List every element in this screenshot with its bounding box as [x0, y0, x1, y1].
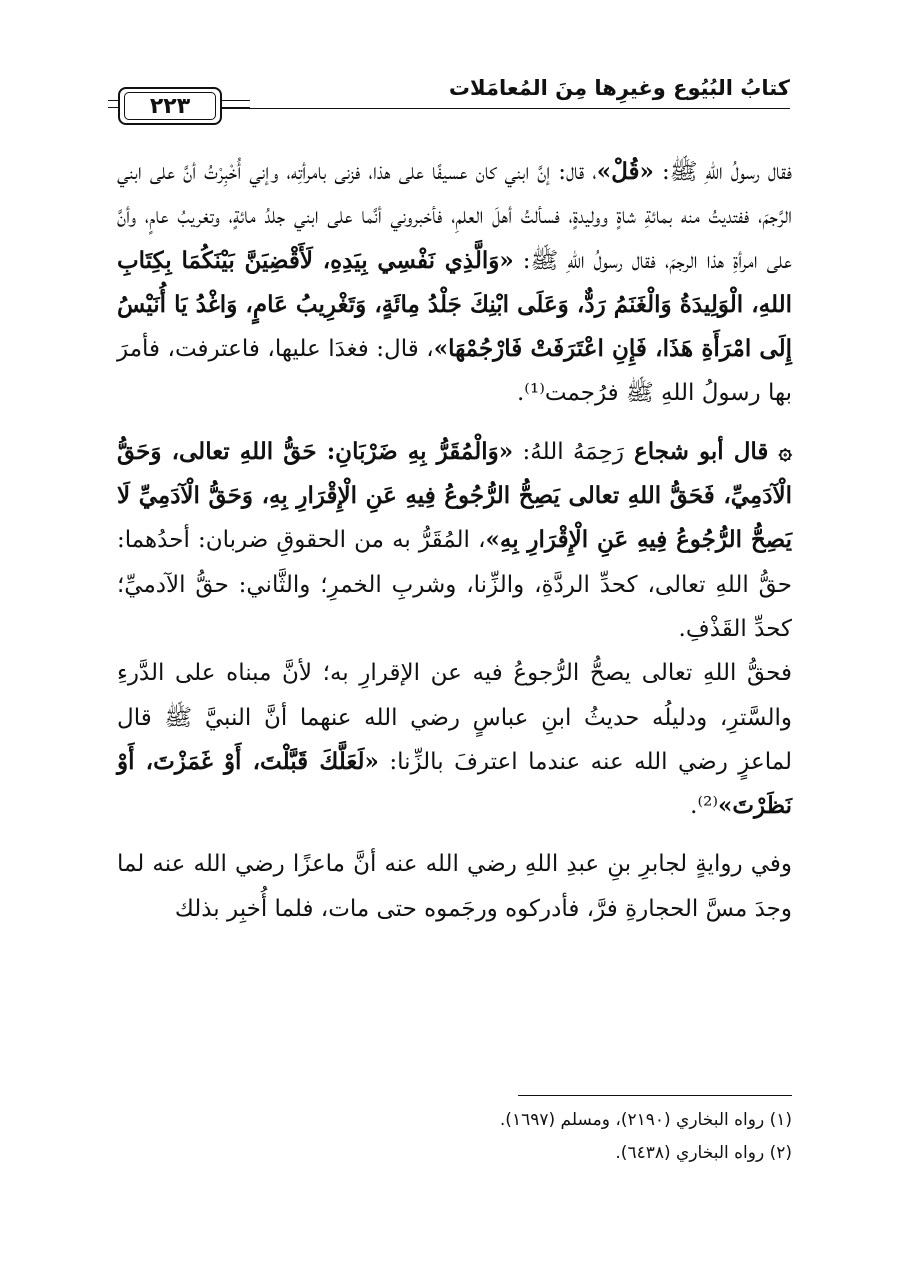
book-title: كتابُ البُيُوع وغيرِها مِنَ المُعامَلات: [448, 76, 790, 100]
page-number-box: [118, 87, 222, 125]
page-number: ٢٢٣: [124, 92, 216, 120]
header-ornament-right: [220, 100, 250, 108]
bold-text-segment: «وَالْمُقَرُّ بِهِ ضَرْبَانِ: حَقُّ اللهِ تعالى، وَحَقُّ الْآدَمِيِّ، فَحَقُّ اللهِ تعالى يَصِحُّ الرُّجُوعُ فِيهِ عَنِ الْإِقْرَارِ بِهِ، وَحَقُّ الْآدَمِيِّ لَا يَصِحُّ الرُّجُوعُ فِيهِ عَنِ الْإِقْرَارِ بِهِ»: [117, 437, 793, 554]
footnote-1: (١) رواه البخاري (٢١٩٠)، ومسلم (١٦٩٧).: [499, 1110, 792, 1130]
footnotes: [117, 1104, 792, 1170]
text-segment: فقال رسولُ اللهِ ﷺ:: [653, 159, 793, 185]
page-header: [108, 56, 790, 126]
text-segment: رَحِمَهُ اللهُ:: [513, 438, 624, 465]
paragraph: [117, 651, 792, 828]
text-segment: ، قال: فغدَا عليها، فاعترفت، فأمرَ بها رسولُ اللهِ ﷺ فرُجمت⁽¹⁾.: [117, 336, 792, 407]
bold-text-segment: ۞ قال أبو شجاع: [623, 437, 792, 465]
paragraph: [117, 150, 792, 416]
text-segment: فحقُّ اللهِ تعالى يصحُّ الرُّجوعُ فيه عن الإقرارِ به؛ لأنَّ مبناه على الدَّرءِ والسَّترِ، ودليلُه حديثُ ابنِ عباسٍ رضي الله عنهما أنَّ النبيَّ ﷺ قال لماعزٍ رضي الله عنه عندما اعترفَ بالزِّنا:: [117, 660, 793, 775]
text-segment: وفي روايةٍ لجابرِ بنِ عبدِ اللهِ رضي الله عنه أنَّ ماعزًا رضي الله عنه لما وجدَ مسَّ الحجارةِ فرَّ، فأدركوه ورجَموه حتى مات، فلما أُخبِر بذلك: [117, 851, 792, 922]
bold-text-segment: «قُلْ»: [596, 158, 654, 185]
paragraph: [117, 430, 792, 651]
footnote-2: (٢) رواه البخاري (٦٤٣٨).: [615, 1143, 792, 1163]
text-segment: ، المُقَرُّ به من الحقوقِ ضربان: أحدُهما: حقُّ اللهِ تعالى، كحدِّ الردَّةِ، والزِّنا، وشربِ الخمرِ؛ والثَّاني: حقُّ الآدميِّ؛ كحدِّ القَذْفِ.: [117, 527, 792, 642]
header-rule: [215, 108, 790, 109]
bold-text-segment: «وَالَّذِي نَفْسِي بِيَدِهِ، لَأَقْضِيَنَّ بَيْنَكُمَا بِكِتَابِ اللهِ، الْوَلِيدَةُ وَالْغَنَمُ رَدٌّ، وَعَلَى ابْنِكَ جَلْدُ مِائَةٍ، وَتَغْرِيبُ عَامٍ، وَاغْدُ يَا أُنَيْسُ إِلَى امْرَأَةِ هَذَا، فَإِنِ اعْتَرَفَتْ فَارْجُمْهَا»: [117, 246, 792, 363]
footnote-separator: [518, 1095, 792, 1096]
text-segment: ⁽²⁾.: [690, 793, 718, 820]
bold-text-segment: «لَعَلَّكَ قَبَّلْتَ، أَوْ غَمَزْتَ، أَوْ نَظَرْتَ»: [117, 747, 792, 820]
header-ornament-left: [108, 100, 118, 108]
text-segment: ، قال: إنَّ ابني كان عسيفًا على هذا، فزنى بامرأتِه، وإني أُخْبِرْتُ أنَّ على ابني الرَّجمَ، ففتديتُ منه بمائةِ شاةٍ ووليدةٍ، فسألتُ أهلَ العلمِ، فأخبروني أنَّما على ابني جلدُ مائةٍ، وتغريبُ عامٍ، وأنَّ على امرأةِ هذا الرجمَ، فقال رسولُ اللهِ ﷺ:: [117, 159, 793, 274]
paragraph: [117, 842, 792, 931]
main-text: [117, 150, 792, 931]
